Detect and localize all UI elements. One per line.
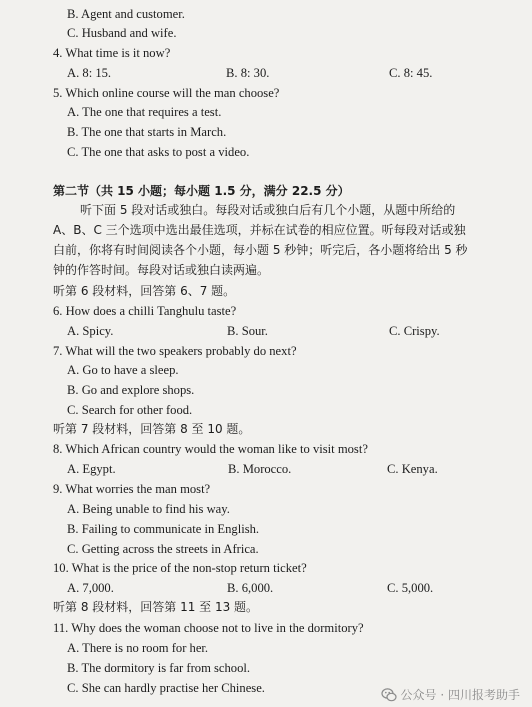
question-5: 5. Which online course will the man choose? [53, 86, 280, 100]
instructions-line-3: 白前，你将有时间阅读各个小题，每小题 5 秒钟；听完后，各小题将给出 5 秒 [53, 243, 468, 257]
question-6: 6. How does a chilli Tanghulu taste? [53, 304, 237, 318]
option-7c: C. Search for other food. [67, 403, 193, 417]
material-7-heading: 听第 7 段材料，回答第 8 至 10 题。 [53, 422, 251, 436]
option-5c: C. The one that asks to post a video. [67, 145, 250, 159]
option-4c: C. 8: 45. [389, 66, 433, 80]
option-10b: B. 6,000. [227, 581, 274, 595]
option-10a: A. 7,000. [67, 581, 114, 595]
option-5a: A. The one that requires a test. [67, 105, 222, 119]
option-6b: B. Sour. [227, 324, 268, 338]
option-5b: B. The one that starts in March. [67, 125, 227, 139]
option-3c: C. Husband and wife. [67, 26, 177, 40]
option-6c: C. Crispy. [389, 324, 440, 338]
question-10: 10. What is the price of the non-stop return ticket? [53, 561, 307, 575]
question-11: 11. Why does the woman choose not to live in the dormitory? [53, 621, 364, 635]
wechat-icon [381, 687, 397, 703]
option-11a: A. There is no room for her. [67, 641, 209, 655]
option-9c: C. Getting across the streets in Africa. [67, 542, 259, 556]
instructions-line-4: 钟的作答时间。每段对话或独白读两遍。 [53, 263, 270, 277]
section-2-heading: 第二节（共 15 小题；每小题 1.5 分，满分 22.5 分） [53, 184, 350, 198]
option-9b: B. Failing to communicate in English. [67, 522, 260, 536]
watermark-label: 公众号 · 四川报考助手 [400, 688, 520, 702]
question-7: 7. What will the two speakers probably do next? [53, 344, 297, 358]
option-4b: B. 8: 30. [226, 66, 270, 80]
question-9: 9. What worries the man most? [53, 482, 211, 496]
option-8a: A. Egypt. [67, 462, 116, 476]
question-8: 8. Which African country would the woman like to visit most? [53, 442, 368, 456]
option-8b: B. Morocco. [228, 462, 292, 476]
instructions-line-2: A、B、C 三个选项中选出最佳选项，并标在试卷的相应位置。听每段对话或独 [53, 223, 466, 237]
option-7b: B. Go and explore shops. [67, 383, 195, 397]
option-8c: C. Kenya. [387, 462, 438, 476]
option-3b: B. Agent and customer. [67, 7, 185, 21]
option-10c: C. 5,000. [387, 581, 434, 595]
question-4: 4. What time is it now? [53, 46, 171, 60]
option-11c: C. She can hardly practise her Chinese. [67, 681, 265, 695]
option-6a: A. Spicy. [67, 324, 114, 338]
option-9a: A. Being unable to find his way. [67, 502, 230, 516]
material-6-heading: 听第 6 段材料，回答第 6、7 题。 [53, 284, 236, 298]
option-4a: A. 8: 15. [67, 66, 112, 80]
material-8-heading: 听第 8 段材料，回答第 11 至 13 题。 [53, 600, 259, 614]
option-11b: B. The dormitory is far from school. [67, 661, 251, 675]
option-7a: A. Go to have a sleep. [67, 363, 179, 377]
instructions-line-1: 听下面 5 段对话或独白。每段对话或独白后有几个小题，从题中所给的 [80, 203, 456, 217]
watermark [381, 686, 520, 703]
